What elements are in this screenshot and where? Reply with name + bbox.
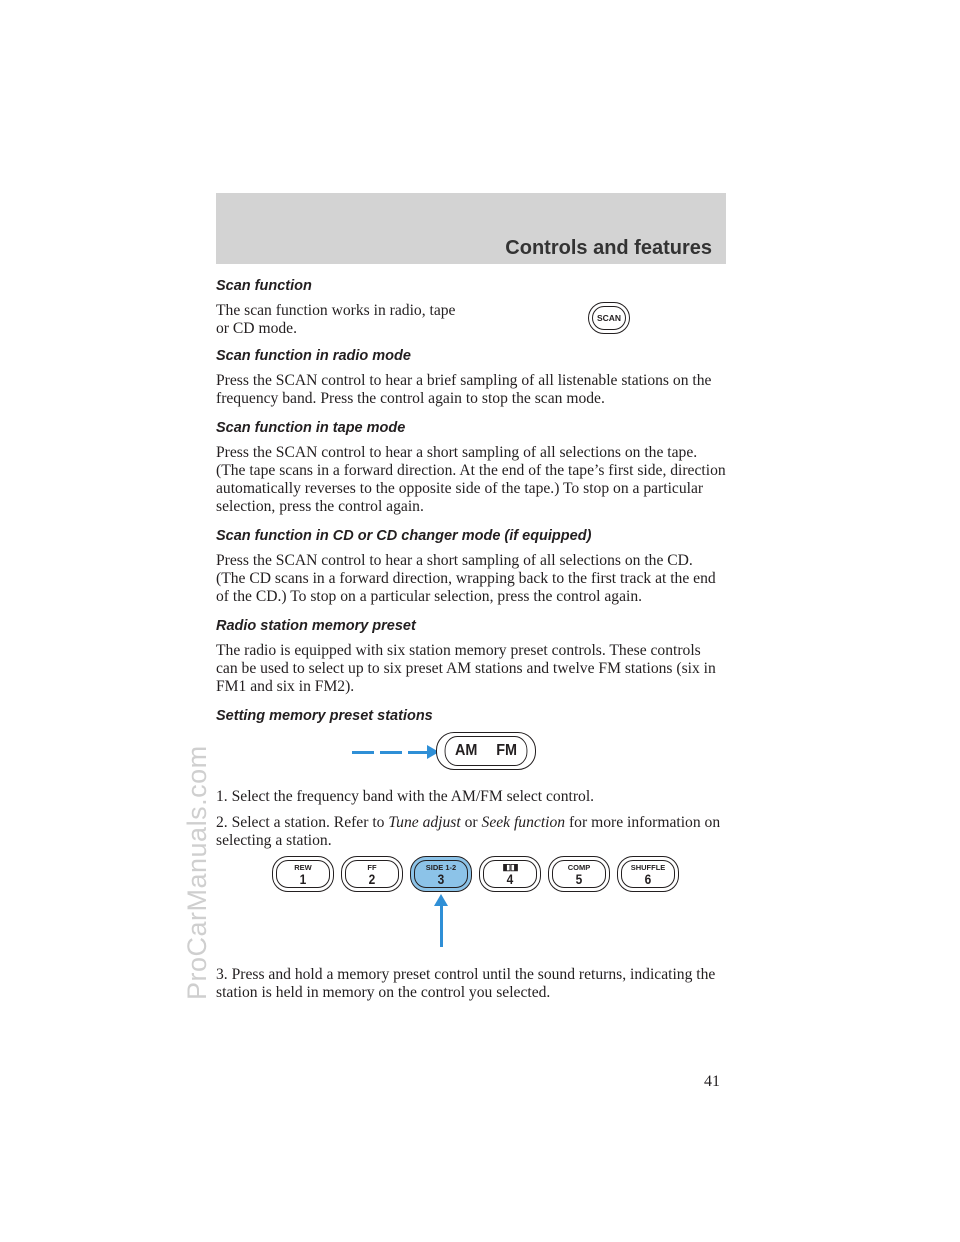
preset-4-number: 4 xyxy=(506,870,514,887)
amfm-button xyxy=(436,732,536,770)
scan-icon-label: SCAN xyxy=(592,306,626,330)
content xyxy=(216,276,726,1002)
scan-body: The scan function works in radio, tape or CD mode. xyxy=(216,302,456,337)
dolby-icon: ◧◨ xyxy=(502,861,518,872)
preset-button-2 xyxy=(341,856,403,892)
preset-1-label: REW xyxy=(294,862,312,872)
step-2-or: or xyxy=(460,814,482,831)
preset-2-number: 2 xyxy=(368,870,376,887)
cd-heading: Scan function in CD or CD changer mode (if equipped) xyxy=(216,528,592,544)
arrow-dash xyxy=(352,751,374,754)
scan-heading: Scan function xyxy=(216,278,312,294)
step-2 xyxy=(216,814,726,850)
preset-button-6 xyxy=(617,856,679,892)
memory-body: The radio is equipped with six station memory preset controls. These controls can be used to select up to six preset AM stations and twelve FM stations (six in FM1 and six in FM2). xyxy=(216,642,716,695)
cd-body: Press the SCAN control to hear a short sampling of all selections on the CD. (The CD scans in a forward direction, wrapping back to the first track at the end of the CD.) To stop on a particular selection, press the control again. xyxy=(216,552,716,605)
tune-adjust-ref: Tune adjust xyxy=(388,814,461,831)
preset-2-label: FF xyxy=(367,862,377,872)
fm-label: FM xyxy=(496,742,518,759)
page-title: Controls and features xyxy=(505,237,712,259)
step-2-prefix: 2. Select a station. Refer to xyxy=(216,814,389,831)
preset-6-label: SHUFFLE xyxy=(630,862,666,872)
preset-button-4 xyxy=(479,856,541,892)
arrow-up-line xyxy=(440,905,443,947)
preset-3-number: 3 xyxy=(437,870,445,887)
preset-3-label: SIDE 1-2 xyxy=(425,862,457,872)
header-band xyxy=(216,193,726,264)
preset-button-1 xyxy=(272,856,334,892)
preset-5-number: 5 xyxy=(575,870,583,887)
radio-body: Press the SCAN control to hear a brief sampling of all listenable stations on the frequency band. Press the control again to stop the scan mode. xyxy=(216,372,712,407)
step-1: 1. Select the frequency band with the AM/FM select control. xyxy=(216,788,595,805)
step-2-suffix: for more information on selecting a station. xyxy=(216,814,721,849)
watermark: ProCarManuals.com xyxy=(182,745,212,1000)
tape-heading: Scan function in tape mode xyxy=(216,420,406,436)
preset-button-3 xyxy=(410,856,472,892)
am-label: AM xyxy=(454,742,478,759)
setting-heading: Setting memory preset stations xyxy=(216,708,433,724)
scan-section xyxy=(216,276,726,338)
preset-button-5 xyxy=(548,856,610,892)
arrow-dash xyxy=(380,751,402,754)
memory-heading: Radio station memory preset xyxy=(216,618,416,634)
scan-button xyxy=(588,302,630,334)
preset-1-number: 1 xyxy=(299,870,307,887)
page-number: 41 xyxy=(704,1073,720,1090)
radio-heading: Scan function in radio mode xyxy=(216,348,411,364)
amfm-illustration xyxy=(216,730,726,780)
preset-illustration xyxy=(216,856,726,962)
step-3: 3. Press and hold a memory preset control until the sound returns, indicating the station is held in memory on the control you selected. xyxy=(216,966,716,1001)
tape-body: Press the SCAN control to hear a short sampling of all selections on the tape. (The tape scans in a forward direction. At the end of the tape’s first side, direction automatically reverses to the opposite side of the tape.) To stop on a particular selection, press the control again. xyxy=(216,444,726,515)
preset-6-number: 6 xyxy=(644,870,652,887)
seek-function-ref: Seek function xyxy=(481,814,566,831)
preset-5-label: COMP xyxy=(567,862,591,872)
